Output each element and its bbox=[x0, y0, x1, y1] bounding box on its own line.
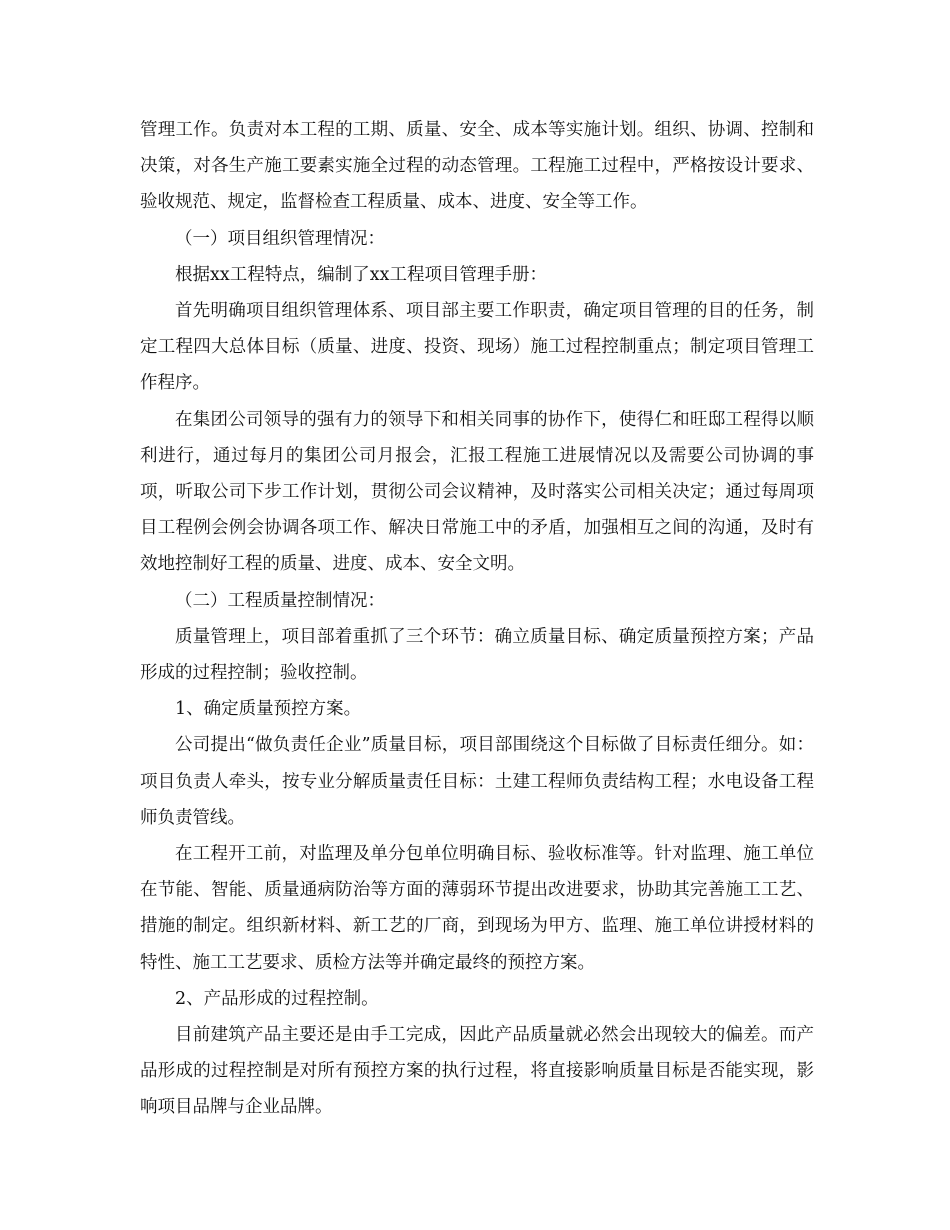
paragraph-management-manual: 根据xx工程特点，编制了xx工程项目管理手册： bbox=[175, 264, 547, 285]
paragraph-product-process: 目前建筑产品主要还是由手工完成，因此产品质量就必然会出现较大的偏差。而产品形成的过程控制是对所有预控方案的执行过程，将直接影响质量目标是否能实现，影响项目品牌与企业品牌。 bbox=[140, 1025, 814, 1118]
subheading-process-control: 2、产品形成的过程控制。 bbox=[175, 988, 379, 1009]
paragraph-group-leadership: 在集团公司领导的强有力的领导下和相关同事的协作下，使得仁和旺邸工程得以顺利进行，通过每月的集团公司月报会，汇报工程施工进展情况以及需要公司协调的事项，听取公司下步工作计划，贯彻公司会议精神，及时落实公司相关决定；通过每周项目工程例会例会协调各项工作、解决日常施工中的矛盾，加强相互之间的沟通，及时有效地控制好工程的质量、进度、成本、安全文明。 bbox=[140, 409, 814, 575]
subheading-quality-precontrol: 1、确定质量预控方案。 bbox=[175, 699, 362, 720]
paragraph-quality-management: 质量管理上，项目部着重抓了三个环节：确立质量目标、确定质量预控方案；产品形成的过程控制；验收控制。 bbox=[140, 626, 814, 684]
heading-project-organization: （一）项目组织管理情况： bbox=[175, 228, 385, 249]
heading-quality-control: （二）工程质量控制情况： bbox=[175, 590, 385, 611]
paragraph-organization-system: 首先明确项目组织管理体系、项目部主要工作职责，确定项目管理的目的任务，制定工程四大总体目标（质量、进度、投资、现场）施工过程控制重点；制定项目管理工作程序。 bbox=[140, 301, 814, 394]
paragraph-before-construction: 在工程开工前，对监理及单分包单位明确目标、验收标准等。针对监理、施工单位在节能、智能、质量通病防治等方面的薄弱环节提出改进要求，协助其完善施工工艺、措施的制定。组织新材料、新工艺的厂商，到现场为甲方、监理、施工单位讲授材料的特性、施工工艺要求、质检方法等并确定最终的预控方案。 bbox=[140, 844, 814, 973]
document-body bbox=[140, 112, 814, 1126]
paragraph-continued-management-work: 管理工作。负责对本工程的工期、质量、安全、成本等实施计划。组织、协调、控制和决策，对各生产施工要素实施全过程的动态管理。工程施工过程中，严格按设计要求、验收规范、规定，监督检查工程质量、成本、进度、安全等工作。 bbox=[140, 120, 814, 213]
paragraph-quality-target: 公司提出“做负责任企业”质量目标，项目部围绕这个目标做了目标责任细分。如：项目负责人牵头，按专业分解质量责任目标：土建工程师负责结构工程；水电设备工程师负责管线。 bbox=[140, 735, 814, 828]
